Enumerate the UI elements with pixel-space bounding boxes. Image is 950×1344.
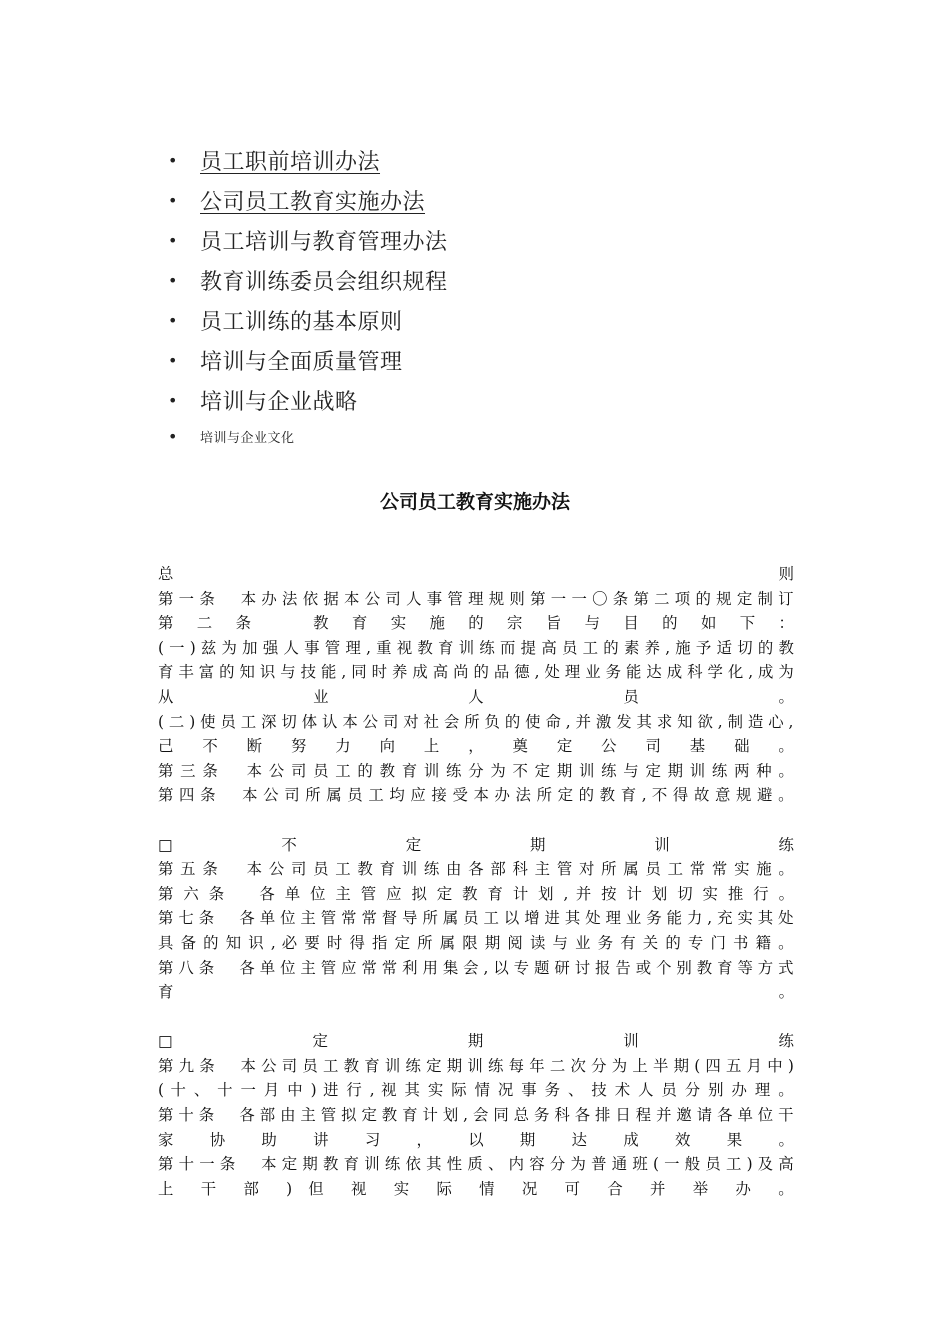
text-line: 第 四 条 本 公 司 所 属 员 工 均 应 接 受 本 办 法 所 定 的 教 育 , 不 得 故 意 规 避 。	[158, 786, 794, 805]
text-line: 上 干 部 ) 但 视 实 际 情 况 可 合 并 举 办 。	[158, 1179, 794, 1198]
toc-item[interactable]	[168, 180, 788, 220]
toc-item	[168, 300, 788, 340]
text-line: 第 五 条 本 公 司 员 工 教 育 训 练 由 各 部 科 主 管 对 所 属 员 工 常 常 实 施 。	[158, 860, 794, 879]
toc-item[interactable]	[168, 140, 788, 180]
document-body	[158, 562, 794, 1201]
text-line: 总 则	[158, 565, 794, 583]
bullet-icon: •	[168, 310, 178, 330]
text-line: 育 。	[158, 983, 794, 1002]
toc-label: 员工培训与教育管理办法	[200, 229, 448, 255]
text-line: 第 七 条 各 单 位 主 管 常 常 督 导 所 属 员 工 以 增 进 其 处 理 业 务 能 力 , 充 实 其 处	[158, 909, 794, 928]
toc-item	[168, 340, 788, 380]
bullet-icon: •	[168, 150, 178, 170]
toc-label: 教育训练委员会组织规程	[200, 269, 448, 295]
document-title: 公司员工教育实施办法	[379, 491, 570, 513]
bullet-icon: •	[168, 230, 178, 250]
text-line: ( 十 、 十 一 月 中 ) 进 行 , 视 其 实 际 情 况 事 务 、 技 术 人 员 分 别 办 理 。	[158, 1081, 794, 1100]
text-line: 从 业 人 员 。	[158, 687, 794, 706]
toc-item	[168, 380, 788, 420]
section-heading: □ 不 定 期 训 练	[158, 835, 794, 854]
text-line: 第 十 一 条 本 定 期 教 育 训 练 依 其 性 质 、 内 容 分 为 普 通 班 ( 一 般 员 工 ) 及 高	[158, 1155, 794, 1174]
bullet-icon: •	[168, 390, 178, 410]
toc-label: 培训与企业文化	[200, 430, 295, 446]
section-heading: □ 定 期 训 练	[158, 1032, 794, 1051]
text-line: 第 八 条 各 单 位 主 管 应 常 常 利 用 集 会 , 以 专 题 研 讨 报 告 或 个 别 教 育 等 方 式	[158, 958, 794, 977]
text-line: 第 六 条 各 单 位 主 管 应 拟 定 教 育 计 划 , 并 按 计 划 切 实 推 行 。	[158, 884, 794, 903]
related-articles-list	[168, 140, 788, 452]
text-line: 第 二 条 教 育 实 施 的 宗 旨 与 目 的 如 下 ：	[158, 614, 794, 633]
text-line: 育 丰 富 的 知 识 与 技 能 , 同 时 养 成 高 尚 的 品 德 , 处 理 业 务 能 达 成 科 学 化 , 成 为	[158, 663, 794, 682]
text-line: 家 协 助 讲 习 ， 以 期 达 成 效 果 。	[158, 1130, 794, 1149]
toc-label: 培训与全面质量管理	[200, 349, 403, 375]
bullet-icon: •	[168, 270, 178, 290]
text-line: 具 备 的 知 识 , 必 要 时 得 指 定 所 属 限 期 阅 读 与 业 务 有 关 的 专 门 书 籍 。	[158, 933, 794, 952]
text-line: ( 二 ) 使 员 工 深 切 体 认 本 公 司 对 社 会 所 负 的 使 命 , 并 激 发 其 求 知 欲 , 制 造 心 ,	[158, 712, 794, 731]
text-line: 第 九 条 本 公 司 员 工 教 育 训 练 定 期 训 练 每 年 二 次 分 为 上 半 期 ( 四 五 月 中 )	[158, 1056, 794, 1075]
bullet-icon: •	[168, 190, 178, 210]
bullet-icon: •	[168, 350, 178, 370]
toc-link[interactable]: 员工职前培训办法	[200, 149, 381, 175]
toc-item	[168, 260, 788, 300]
toc-item	[168, 220, 788, 260]
text-line: 第 十 条 各 部 由 主 管 拟 定 教 育 计 划 , 会 同 总 务 科 各 排 日 程 并 邀 请 各 单 位 干	[158, 1106, 794, 1125]
bullet-icon: •	[168, 426, 178, 446]
text-line: 第 一 条 本 办 法 依 据 本 公 司 人 事 管 理 规 则 第 一 一 〇 条 第 二 项 的 规 定 制 订	[158, 589, 794, 608]
toc-item	[168, 420, 788, 452]
text-line: ( 一 ) 兹 为 加 强 人 事 管 理 , 重 视 教 育 训 练 而 提 高 员 工 的 素 养 , 施 予 适 切 的 教	[158, 638, 794, 657]
text-line: 己 不 断 努 力 向 上 ， 奠 定 公 司 基 础 。	[158, 737, 794, 756]
toc-link[interactable]: 公司员工教育实施办法	[200, 189, 426, 215]
text-line: 第 三 条 本 公 司 员 工 的 教 育 训 练 分 为 不 定 期 训 练 与 定 期 训 练 两 种 。	[158, 761, 794, 780]
toc-label: 员工训练的基本原则	[200, 309, 403, 335]
toc-label: 培训与企业战略	[200, 389, 358, 415]
blank-line	[158, 808, 794, 833]
blank-line	[158, 1005, 794, 1030]
